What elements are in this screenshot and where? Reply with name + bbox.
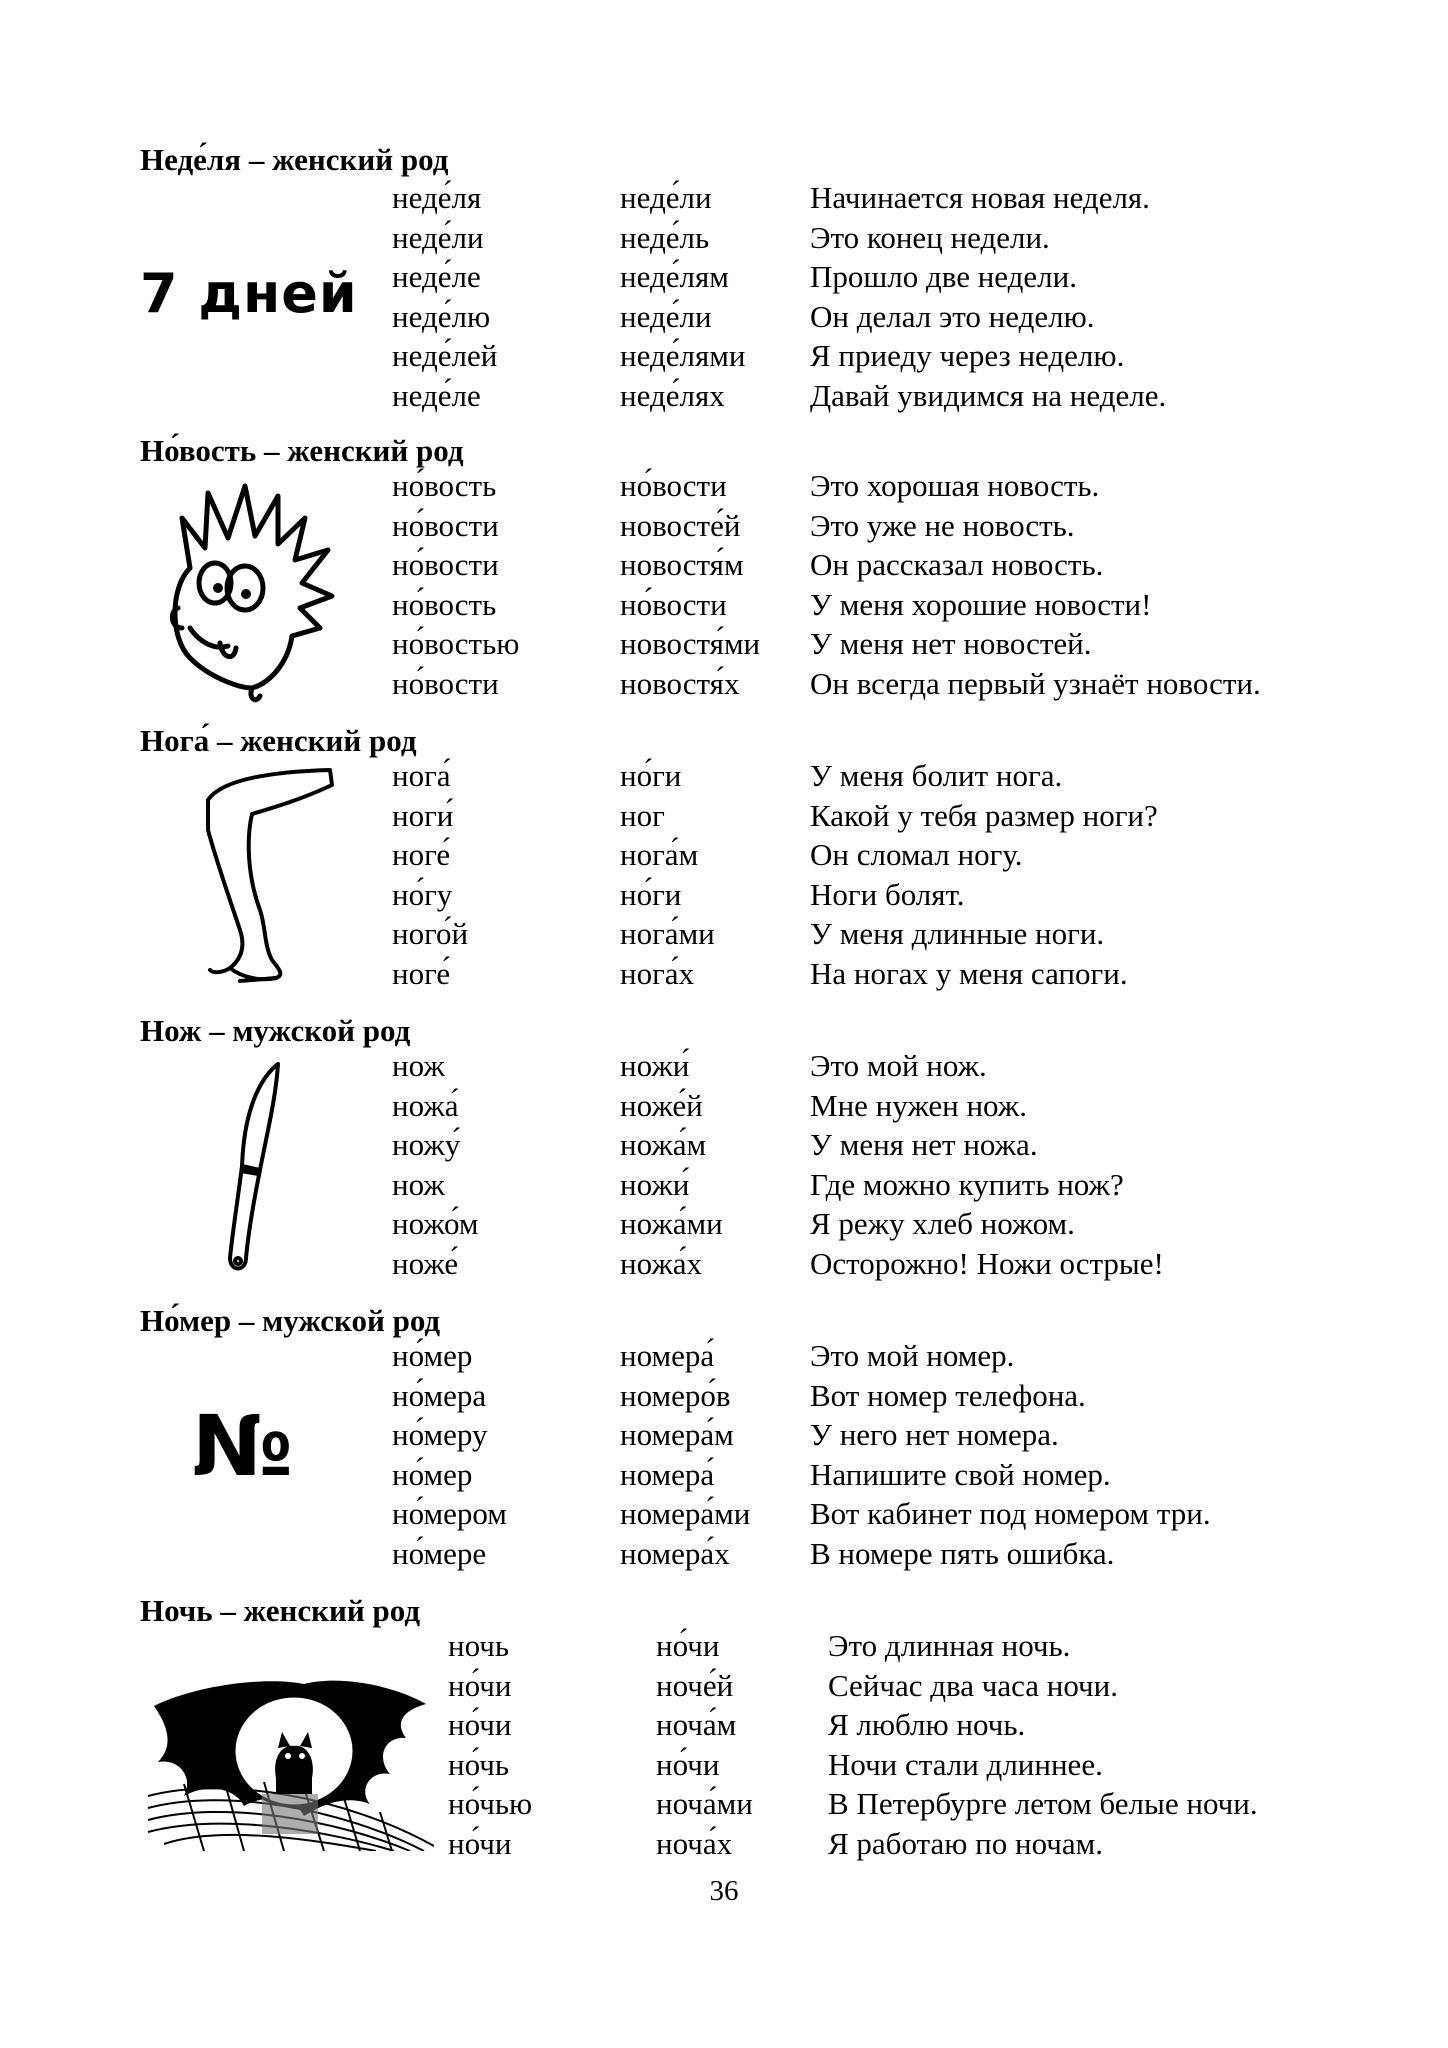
singular-form: но́чью	[448, 1786, 533, 1822]
plural-form: но́ги	[620, 758, 682, 793]
plural-form: новостя́ми	[620, 626, 761, 662]
example-sentence: Ноги болят.	[810, 876, 965, 912]
example-sentence: Это мой номер.	[810, 1338, 1015, 1373]
example-sentence: На ногах у меня сапоги.	[810, 955, 1128, 991]
example-sentence: У меня хорошие новости!	[810, 586, 1152, 622]
singular-form: но́востью	[392, 626, 520, 662]
plural-form: ножа́ми	[620, 1206, 723, 1242]
singular-form: ночь	[448, 1628, 510, 1663]
plural-form: но́вости	[620, 468, 727, 503]
singular-form: неде́лей	[392, 338, 498, 374]
example-sentence: Начинается новая неделя.	[810, 180, 1150, 215]
singular-form: но́вости	[392, 665, 499, 701]
singular-form: неде́ле	[392, 259, 481, 295]
example-sentence: Прошло две недели.	[810, 259, 1077, 295]
singular-form: но́вость	[392, 586, 497, 622]
singular-form: ножу́	[392, 1127, 461, 1163]
example-sentence: Это длинная ночь.	[828, 1628, 1071, 1663]
example-sentence: Сейчас два часа ночи.	[828, 1667, 1118, 1703]
singular-form: ножо́м	[392, 1206, 479, 1242]
example-sentence: Я приеду через неделю.	[810, 338, 1125, 374]
example-sentence: Давай увидимся на неделе.	[810, 377, 1167, 413]
example-sentence: Он делал это неделю.	[810, 298, 1095, 334]
plural-form: но́ги	[620, 876, 682, 912]
singular-form: но́мер	[392, 1456, 473, 1492]
singular-form: неде́ли	[392, 219, 484, 255]
plural-form: новостя́м	[620, 547, 744, 583]
seven-days-text: 7 дней	[140, 262, 358, 325]
singular-form: ноги́	[392, 797, 454, 833]
plural-form: ножи́	[620, 1048, 690, 1083]
singular-form: ножа́	[392, 1087, 459, 1123]
plural-form: но́вости	[620, 586, 727, 622]
singular-form: нож	[392, 1166, 445, 1202]
example-sentence: Это конец недели.	[810, 219, 1050, 255]
plural-form: номера́	[620, 1456, 715, 1492]
singular-form: ноге́	[392, 837, 451, 873]
example-sentence: У него нет номера.	[810, 1417, 1059, 1453]
plural-form: неде́ли	[620, 180, 712, 215]
example-sentence: У меня болит нога.	[810, 758, 1063, 793]
example-sentence: В номере пять ошибка.	[810, 1535, 1115, 1571]
plural-form: нога́х	[620, 955, 695, 991]
singular-form: но́мера	[392, 1377, 487, 1413]
example-sentence: У меня нет ножа.	[810, 1127, 1038, 1163]
example-sentence: Где можно купить нож?	[810, 1166, 1124, 1202]
singular-form: но́гу	[392, 876, 453, 912]
example-sentence: Мне нужен нож.	[810, 1087, 1027, 1123]
singular-form: но́чи	[448, 1825, 512, 1861]
leg-icon	[200, 760, 340, 985]
plural-form: нога́м	[620, 837, 699, 873]
plural-form: ноча́ми	[656, 1786, 753, 1822]
example-sentence: Какой у тебя размер ноги?	[810, 797, 1158, 833]
example-sentence: Вот кабинет под номером три.	[810, 1496, 1211, 1532]
plural-form: новосте́й	[620, 507, 741, 543]
singular-form: но́чь	[448, 1746, 510, 1782]
example-sentence: В Петербурге летом белые ночи.	[828, 1786, 1258, 1822]
singular-form: но́мере	[392, 1535, 487, 1571]
singular-form: но́мером	[392, 1496, 507, 1532]
entry-title: Но́мер – мужской род	[140, 1303, 441, 1338]
example-sentence: Вот номер телефона.	[810, 1377, 1086, 1413]
surprised-face-icon	[160, 478, 340, 708]
plural-form: ножа́м	[620, 1127, 707, 1163]
plural-form: номера́м	[620, 1417, 734, 1453]
plural-form: номеро́в	[620, 1377, 731, 1413]
singular-form: неде́лю	[392, 298, 491, 334]
entry-title: Неде́ля – женский род	[140, 142, 449, 177]
example-sentence: Ночи стали длиннее.	[828, 1746, 1103, 1782]
example-sentence: Это мой нож.	[810, 1048, 987, 1083]
plural-form: ноча́м	[656, 1707, 737, 1743]
singular-form: ного́й	[392, 916, 469, 952]
plural-form: ножи́	[620, 1166, 690, 1202]
plural-form: ноча́х	[656, 1825, 733, 1861]
plural-form: ноже́й	[620, 1087, 703, 1123]
entry-title: Ночь – женский род	[140, 1593, 420, 1628]
entry-title: Нога́ – женский род	[140, 723, 417, 758]
plural-form: номера́	[620, 1338, 715, 1373]
example-sentence: Он рассказал новость.	[810, 547, 1104, 583]
singular-form: но́вости	[392, 547, 499, 583]
entry-title: Но́вость – женский род	[140, 433, 464, 468]
page-number: 36	[709, 1875, 739, 1907]
numero-sign-text: №	[192, 1397, 294, 1495]
singular-form: ноже́	[392, 1245, 459, 1281]
singular-form: но́вость	[392, 468, 497, 503]
plural-form: номера́ми	[620, 1496, 751, 1532]
singular-form: неде́ля	[392, 180, 482, 215]
singular-form: но́меру	[392, 1417, 488, 1453]
singular-form: но́мер	[392, 1338, 473, 1373]
singular-form: нога́	[392, 758, 451, 793]
plural-form: новостя́х	[620, 665, 740, 701]
example-sentence: Он всегда первый узнаёт новости.	[810, 665, 1261, 701]
example-sentence: Я работаю по ночам.	[828, 1825, 1103, 1861]
singular-form: но́вости	[392, 507, 499, 543]
singular-form: нож	[392, 1048, 445, 1083]
plural-form: неде́лями	[620, 338, 746, 374]
example-sentence: Это уже не новость.	[810, 507, 1075, 543]
plural-form: ноче́й	[656, 1667, 734, 1703]
singular-form: но́чи	[448, 1707, 512, 1743]
entry-title: Нож – мужской род	[140, 1013, 411, 1048]
example-sentence: Это хорошая новость.	[810, 468, 1100, 503]
night-cat-roof-icon	[144, 1666, 434, 1851]
example-sentence: Я люблю ночь.	[828, 1707, 1026, 1743]
example-sentence: Осторожно! Ножи острые!	[810, 1245, 1164, 1281]
plural-form: неде́лях	[620, 377, 725, 413]
singular-form: но́чи	[448, 1667, 512, 1703]
singular-form: неде́ле	[392, 377, 481, 413]
example-sentence: У меня нет новостей.	[810, 626, 1092, 662]
plural-form: неде́ли	[620, 298, 712, 334]
example-sentence: Я режу хлеб ножом.	[810, 1206, 1075, 1242]
plural-form: номера́х	[620, 1535, 730, 1571]
example-sentence: Напишите свой номер.	[810, 1456, 1111, 1492]
plural-form: но́чи	[656, 1628, 720, 1663]
plural-form: неде́ль	[620, 219, 710, 255]
plural-form: неде́лям	[620, 259, 729, 295]
knife-icon	[220, 1058, 290, 1278]
example-sentence: Он сломал ногу.	[810, 837, 1023, 873]
example-sentence: У меня длинные ноги.	[810, 916, 1105, 952]
singular-form: ноге́	[392, 955, 451, 991]
plural-form: но́чи	[656, 1746, 720, 1782]
plural-form: нога́ми	[620, 916, 715, 952]
plural-form: ножа́х	[620, 1245, 702, 1281]
plural-form: ног	[620, 797, 665, 833]
